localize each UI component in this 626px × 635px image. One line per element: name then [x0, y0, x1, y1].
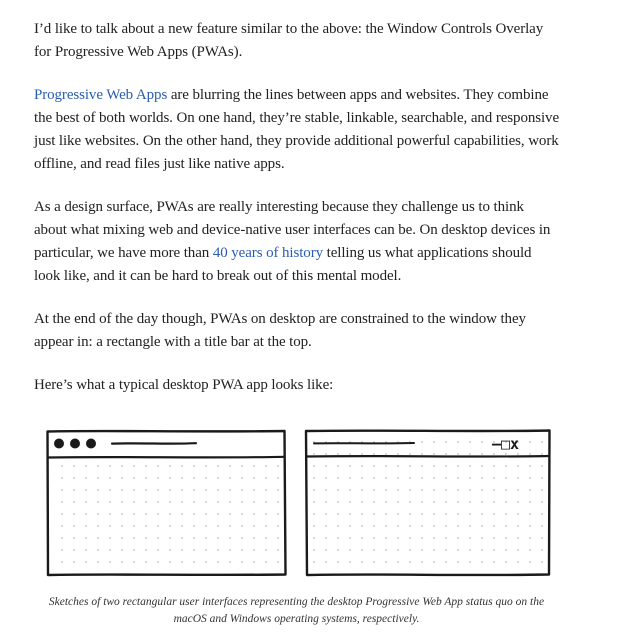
paragraph-design-surface [34, 196, 559, 288]
pwa-sketch-figure [44, 424, 556, 580]
pwa-link[interactable]: Progressive Web Apps [34, 87, 168, 103]
macos-minimize-dot-icon [70, 439, 80, 449]
pwa-sketch-illustration [44, 424, 556, 580]
paragraph-typical-app-text: Here’s what a typical desktop PWA app looks like: [34, 377, 334, 393]
paragraph-intro [34, 18, 559, 64]
history-link[interactable]: 40 years of history [212, 245, 323, 261]
paragraph-pwa-definition-text: are blurring the lines between apps and websites. They combine the best of both worlds. On one hand, they’re stable, linkable, searchable, and responsive just like websites. On the other hand, they provide additional powerful capabilities, work offline, and read files just like native apps. [34, 87, 560, 172]
paragraph-constraints [34, 308, 559, 354]
windows-window-sketch [306, 431, 550, 576]
paragraph-typical-app [34, 374, 559, 397]
paragraph-intro-text: I’d like to talk about a new feature similar to the above: the Window Controls Overlay for Progressive Web Apps (PWAs). [34, 21, 544, 60]
paragraph-design-surface-before: As a design surface, PWAs are really interesting because they challenge us to think about what mixing web and device-native user interfaces can be. On desktop devices in particular, we have more than [34, 199, 551, 261]
article-body [34, 18, 559, 417]
figure-caption: Sketches of two rectangular user interfaces representing the desktop Progressive Web App status quo on the macOS and Windows operating systems, respectively. [48, 596, 545, 625]
windows-titlebar-divider [307, 456, 550, 457]
macos-close-dot-icon [54, 439, 64, 449]
paragraph-pwa-definition [34, 84, 559, 176]
macos-maximize-dot-icon [86, 439, 96, 449]
macos-window-sketch [48, 431, 286, 575]
macos-content-area [52, 462, 282, 572]
macos-titlebar-divider [48, 457, 285, 458]
windows-controls-icon: –□x [492, 435, 520, 453]
paragraph-design-surface-after: telling us what applications should look like, and it can be hard to break out of this mental model. [34, 245, 532, 284]
paragraph-constraints-text: At the end of the day though, PWAs on desktop are constrained to the window they appear in: a rectangle with a title bar at the top. [34, 311, 526, 350]
